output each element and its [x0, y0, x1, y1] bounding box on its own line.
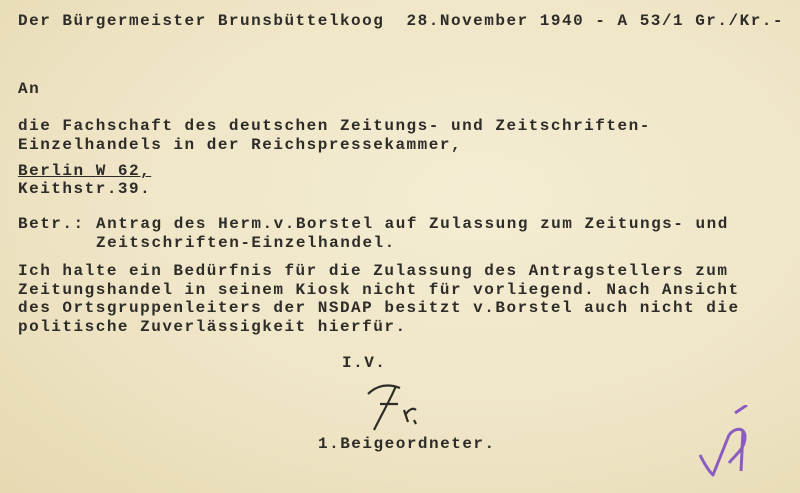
- subject-line-1: Antrag des Herm.v.Borstel auf Zulassung zum Zeitungs- und: [96, 215, 729, 233]
- body-line-4: politische Zuverlässigkeit hierfür.: [18, 318, 407, 336]
- body-line-2: Zeitungshandel in seinem Kiosk nicht für vorliegend. Nach Ansicht: [18, 281, 740, 299]
- letter-header: Der Bürgermeister Brunsbüttelkoog 28.November 1940 - A 53/1 Gr./Kr.-: [18, 12, 785, 30]
- body-line-3: des Ortsgruppenleiters der NSDAP besitzt v.Borstel auch nicht die: [18, 299, 740, 317]
- salutation: An: [18, 80, 41, 98]
- recipient-city: Berlin W 62,: [18, 162, 152, 180]
- recipient-street: Keithstr.39.: [18, 180, 152, 198]
- recipient-line-2: Einzelhandels in der Reichspressekammer,: [18, 136, 463, 154]
- subject-line-2: Zeitschriften-Einzelhandel.: [96, 234, 396, 252]
- closing: I.V.: [342, 354, 387, 372]
- body-line-1: Ich halte ein Bedürfnis für die Zulassung des Antragstellers zum: [18, 262, 729, 280]
- handwritten-signature: [360, 380, 430, 440]
- purple-initials-annotation: [695, 405, 765, 480]
- subject-label: Betr.:: [18, 215, 85, 233]
- recipient-line-1: die Fachschaft des deutschen Zeitungs- und Zeitschriften-: [18, 117, 651, 135]
- signatory-title: 1.Beigeordneter.: [318, 435, 496, 453]
